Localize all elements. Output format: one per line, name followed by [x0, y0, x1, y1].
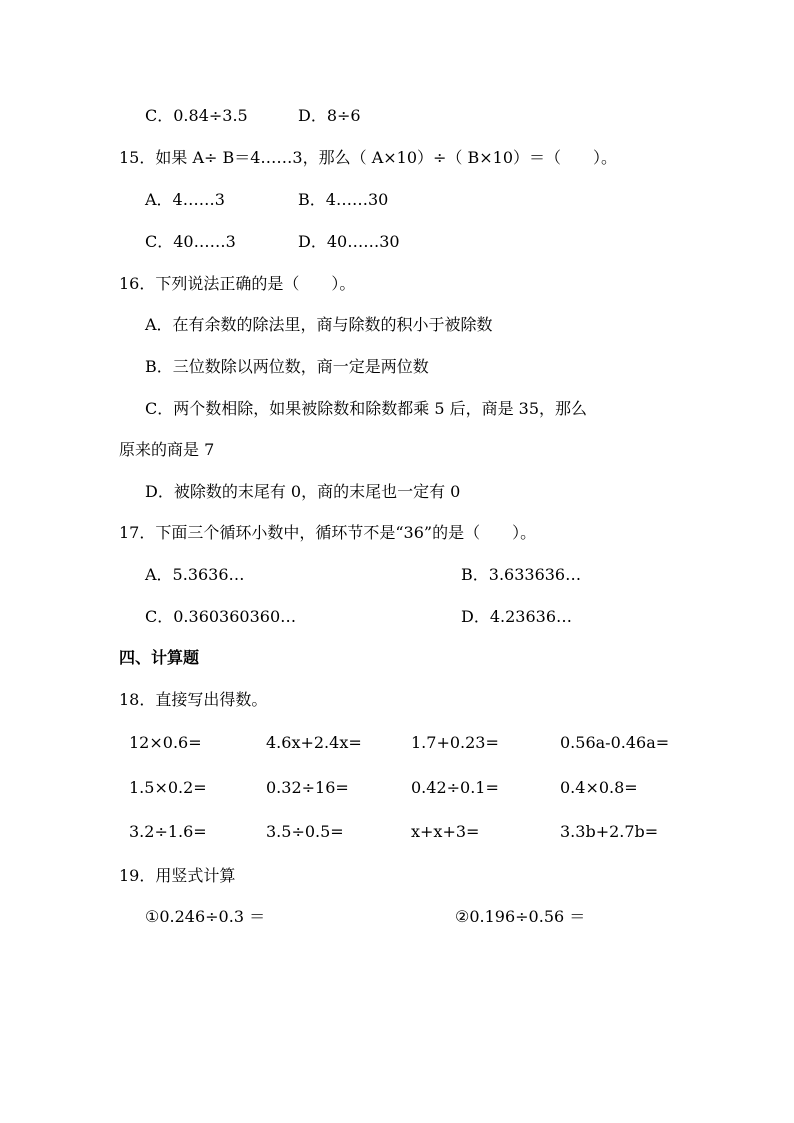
- calc-item: 0.56a-0.46a=: [560, 733, 670, 752]
- q17-option-d: D．4.23636…: [461, 607, 572, 626]
- calc-item: 0.4×0.8=: [560, 778, 638, 797]
- q15-option-b: B．4……30: [298, 190, 389, 209]
- question-15: 15．如果 A÷ B＝4……3，那么（ A×10）÷（ B×10）＝（ ）。: [119, 148, 618, 167]
- calc-item: 4.6x+2.4x=: [266, 733, 362, 752]
- q19-problem-1: ①0.246÷0.3 ＝: [145, 907, 266, 926]
- q16-option-d: D．被除数的末尾有 0，商的末尾也一定有 0: [145, 482, 461, 501]
- q16-option-a: A．在有余数的除法里，商与除数的积小于被除数: [145, 315, 493, 334]
- question-18: 18．直接写出得数。: [119, 690, 268, 709]
- q15-option-d: D．40……30: [298, 232, 400, 251]
- calc-item: 3.3b+2.7b=: [560, 822, 659, 841]
- calc-item: 0.32÷16=: [266, 778, 349, 797]
- calc-item: 1.5×0.2=: [129, 778, 207, 797]
- calc-item: x+x+3=: [411, 822, 480, 841]
- q16-option-c-continued: 原来的商是 7: [119, 440, 215, 459]
- calc-item: 3.5÷0.5=: [266, 822, 344, 841]
- option-c-top: C．0.84÷3.5: [145, 106, 248, 125]
- calc-item: 0.42÷0.1=: [411, 778, 499, 797]
- calc-item: 1.7+0.23=: [411, 733, 499, 752]
- section-title: 四、计算题: [119, 648, 200, 667]
- q16-option-c: C．两个数相除，如果被除数和除数都乘 5 后，商是 35，那么: [145, 399, 588, 418]
- q15-option-a: A．4……3: [145, 190, 225, 209]
- q16-option-b: B．三位数除以两位数，商一定是两位数: [145, 357, 429, 376]
- q17-option-a: A．5.3636…: [145, 565, 245, 584]
- calc-item: 12×0.6=: [129, 733, 202, 752]
- q17-option-c: C．0.360360360…: [145, 607, 297, 626]
- q17-option-b: B．3.633636…: [461, 565, 582, 584]
- q15-option-c: C．40……3: [145, 232, 236, 251]
- question-17: 17．下面三个循环小数中，循环节不是“36”的是（ ）。: [119, 523, 537, 542]
- calc-item: 3.2÷1.6=: [129, 822, 207, 841]
- q19-problem-2: ②0.196÷0.56 ＝: [455, 907, 586, 926]
- question-16: 16．下列说法正确的是（ ）。: [119, 274, 356, 293]
- question-19: 19．用竖式计算: [119, 866, 236, 885]
- option-d-top: D．8÷6: [298, 106, 361, 125]
